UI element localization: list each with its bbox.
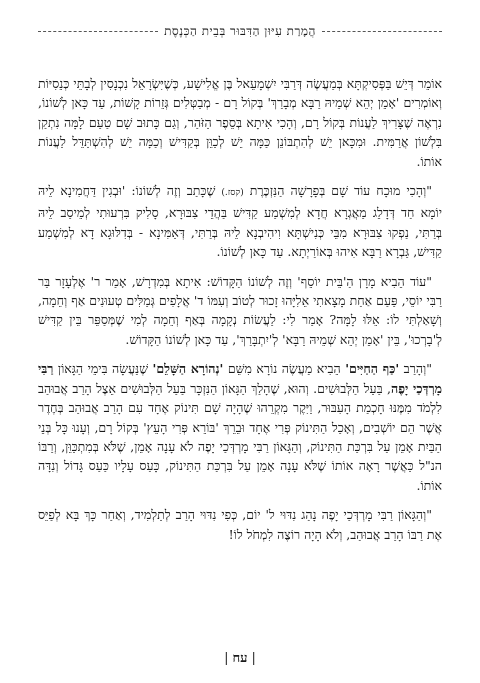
paragraph-3: "עוֹד הֵבִיא מָרָן הַ'בֵּית יוֹסֵף' וְזֶה לְשׁוֹנוֹ הַקָּדוֹשׁ: אִיתָא בְּמִדְרָשׁ, אָמַר ר' אֶלְעָזָר בַּר רַבִּי יוֹסֵי, פַּעַם אַחַת מָצָאתִי אֵלִיָּהוּ זָכוּר לְטוֹב וְעִמּוֹ ד' אֲלָפִים גְּמַלִּים טְעוּנִים אַף וְחֵמָה, וְשָׁאַלְתִּי לוֹ: אֵלּוּ לָמָּה? אָמַר לִי: לַעֲשׂוֹת נְקָמָה בְּאַף וְחֵמָה לְמִי שֶׁמְּסַפֵּר בֵּין קַדִּישׁ לְ'בָרְכוּ', בֵּין 'אָמֵן יְהֵא שְׁמֵיהּ רַבָּא' לְ'יִתְבָּרַךְ', עַד כָּאן לְשׁוֹנוֹ הַקָּדוֹשׁ. bbox=[38, 273, 442, 347]
person-name-mordechai-yaffe: רַבִּי מָרְדְּכַי יָפֶה bbox=[38, 361, 443, 396]
paragraph-4-text-4: , בַּעַל הַלְּבוּשִׁים. וְהוּא, שֶׁהָלַךְ הַגָּאוֹן הַנִּזְכָּר בַּעַל הַלְּבוּשִׁים אֵצֶל הָרַב אֲבוּהַב לִלְמֹד מִמֶּנּוּ חָכְמַת הָעִבּוּר, וַיִּקֶר מִקְרֵהוּ שֶׁהָיָה שָׁם תִּינוֹק אֶחָד עִם הָרַב אֲבוּהַב בְּחֶדֶר אֲשֶׁר הֵם יוֹשְׁבִים, וְאָכַל הַתִּינוֹק פְּרִי אֶחָד וּבֵרֵךְ 'בּוֹרֵא פְּרִי הָעֵץ' בְּקוֹל רָם, וְעָנוּ כָּל בְּנֵי הַבַּיִת אָמֵן עַל בִּרְכַּת הַתִּינוֹק, וְהַגָּאוֹן רַבִּי מָרְדְּכַי יָפֶה לֹא עָנָה אָמֵן, שֶׁלֹּא בְּמִתְכַּוֵּן, וְרַבּוֹ הנ"ל כַּאֲשֶׁר רָאָה אוֹתוֹ שֶׁלֹּא עָנָה אָמֵן עַל בִּרְכַּת הַתִּינוֹק, כָּעַס עָלָיו כַּעַס גָּדוֹל וְנִדָּה אוֹתוֹ. bbox=[38, 380, 442, 493]
header-rule-left bbox=[38, 31, 158, 32]
paragraph-4 bbox=[38, 359, 442, 495]
book-title-kaf-hachaim: 'כַּף הַחַיִּים' bbox=[345, 361, 400, 377]
paragraph-4-text-3: שֶׁנַּעֲשָׂה בִּימֵי הַגָּאוֹן bbox=[53, 361, 153, 377]
paragraph-4-text-2: הֵבִיא מַעֲשֶׂה נוֹרָא מִשֵּׁם bbox=[223, 361, 346, 377]
running-header bbox=[38, 22, 442, 40]
running-header-title: הֲמָרַת עִיּוּן הַדִּבּוּר בְּבֵית הַכְּנֶסֶת bbox=[164, 23, 316, 38]
page-footer bbox=[0, 650, 480, 666]
paragraph-2 bbox=[38, 181, 442, 262]
footer-bar-right: | bbox=[251, 651, 256, 666]
paragraph-2-text-a: "וְהָכִי מוּכָח עוֹד שָׁם בְּפָרָשָׁה הַנִּזְכֶּרֶת bbox=[249, 183, 432, 199]
paragraph-5: "וְהַגָּאוֹן רַבִּי מָרְדְּכַי יָפֶה נָהַג נִדּוּי ל' יוֹם, כְּפִי נִדּוּי הָרַב לְתַלְמִיד, וְאַחַר כָּךְ בָּא לְפַיֵּס אֶת רַבּוֹ הָרַב אֲבוּהַב, וְלֹא הָיָה רוֹצֶה לִמְחֹל לוֹ! bbox=[38, 507, 442, 542]
page-number: עח bbox=[232, 651, 248, 666]
paragraph-4-text-1: "וְהָרַב bbox=[399, 361, 432, 377]
paragraph-1: אוֹמֵר דְּיֵשׁ בַּפְּסִיקְתָּא בְּמַעֲשֶׂה דְּרַבִּי יִשְׁמָעֵאל בֶּן אֱלִישָׁע, כְּשֶׁיִּשְׂרָאֵל נִכְנָסִין לְבָתֵּי כְּנֵסִיּוֹת וְאוֹמְרִים 'אָמֵן יְהֵא שְׁמֵיהּ רַבָּא מְבָרַךְ' בְּקוֹל רָם - מְבַטְּלִים גְּזֵרוֹת קָשׁוֹת, עַד כָּאן לְשׁוֹנוֹ, נִרְאֶה שֶׁצָּרִיךְ לַעֲנוֹת בְּקוֹל רָם, וְהָכִי אִיתָא בְּסֵפֶר הַזֹּהַר, וְגַם כָּתוּב שָׁם טַעַם לָמָּה נִתְקַן בִּלְשׁוֹן אֲרַמִּית. וּמִכָּאן יֵשׁ לְהִתְבּוֹנֵן כַּמָּה יֵשׁ לְכַוֵּן בְּקַדִּישׁ וְכַמָּה יֵשׁ לְהִשְׁתַּדֵּל לַעֲנוֹת אוֹתוֹ. bbox=[38, 76, 442, 169]
header-rule-right bbox=[322, 31, 442, 32]
book-title-nehora-hashalem: 'נְהוֹרָא הַשָּׁלֵם' bbox=[152, 361, 224, 377]
paragraph-2-text-b: שֶׁכָּתַב וְזֶה לְשׁוֹנוֹ: 'וּבְגִין דַּחֲמִינָא לֵיהּ יוֹמָא חַד דְּדָלֵג מַאֲגְרָא חֲדָא לְמִשְׁמַע קַדִּישׁ בַּהֲדֵי צִבּוּרָא, סָלִיק בִּרְעוּתִי לְמֵיסַב לֵיהּ בְּרַתִּי, נַפְקוּ צִבּוּרָא מִבֵּי כְּנִישְׁתָּא וִיהִיבְנָא לֵיהּ בְּרַתִּי, דְּאַמִּינָא - בְּדִלּוּגָא דָא לְמִשְׁמַע קַדִּישׁ, גַּבְרָא רַבָּא אִיהוּ בְּאוֹרַיְתָא. עַד כָּאן לְשׁוֹנוֹ. bbox=[38, 183, 442, 260]
source-reference: (קסז.) bbox=[221, 188, 244, 199]
footer-bar-left: | bbox=[224, 651, 229, 666]
